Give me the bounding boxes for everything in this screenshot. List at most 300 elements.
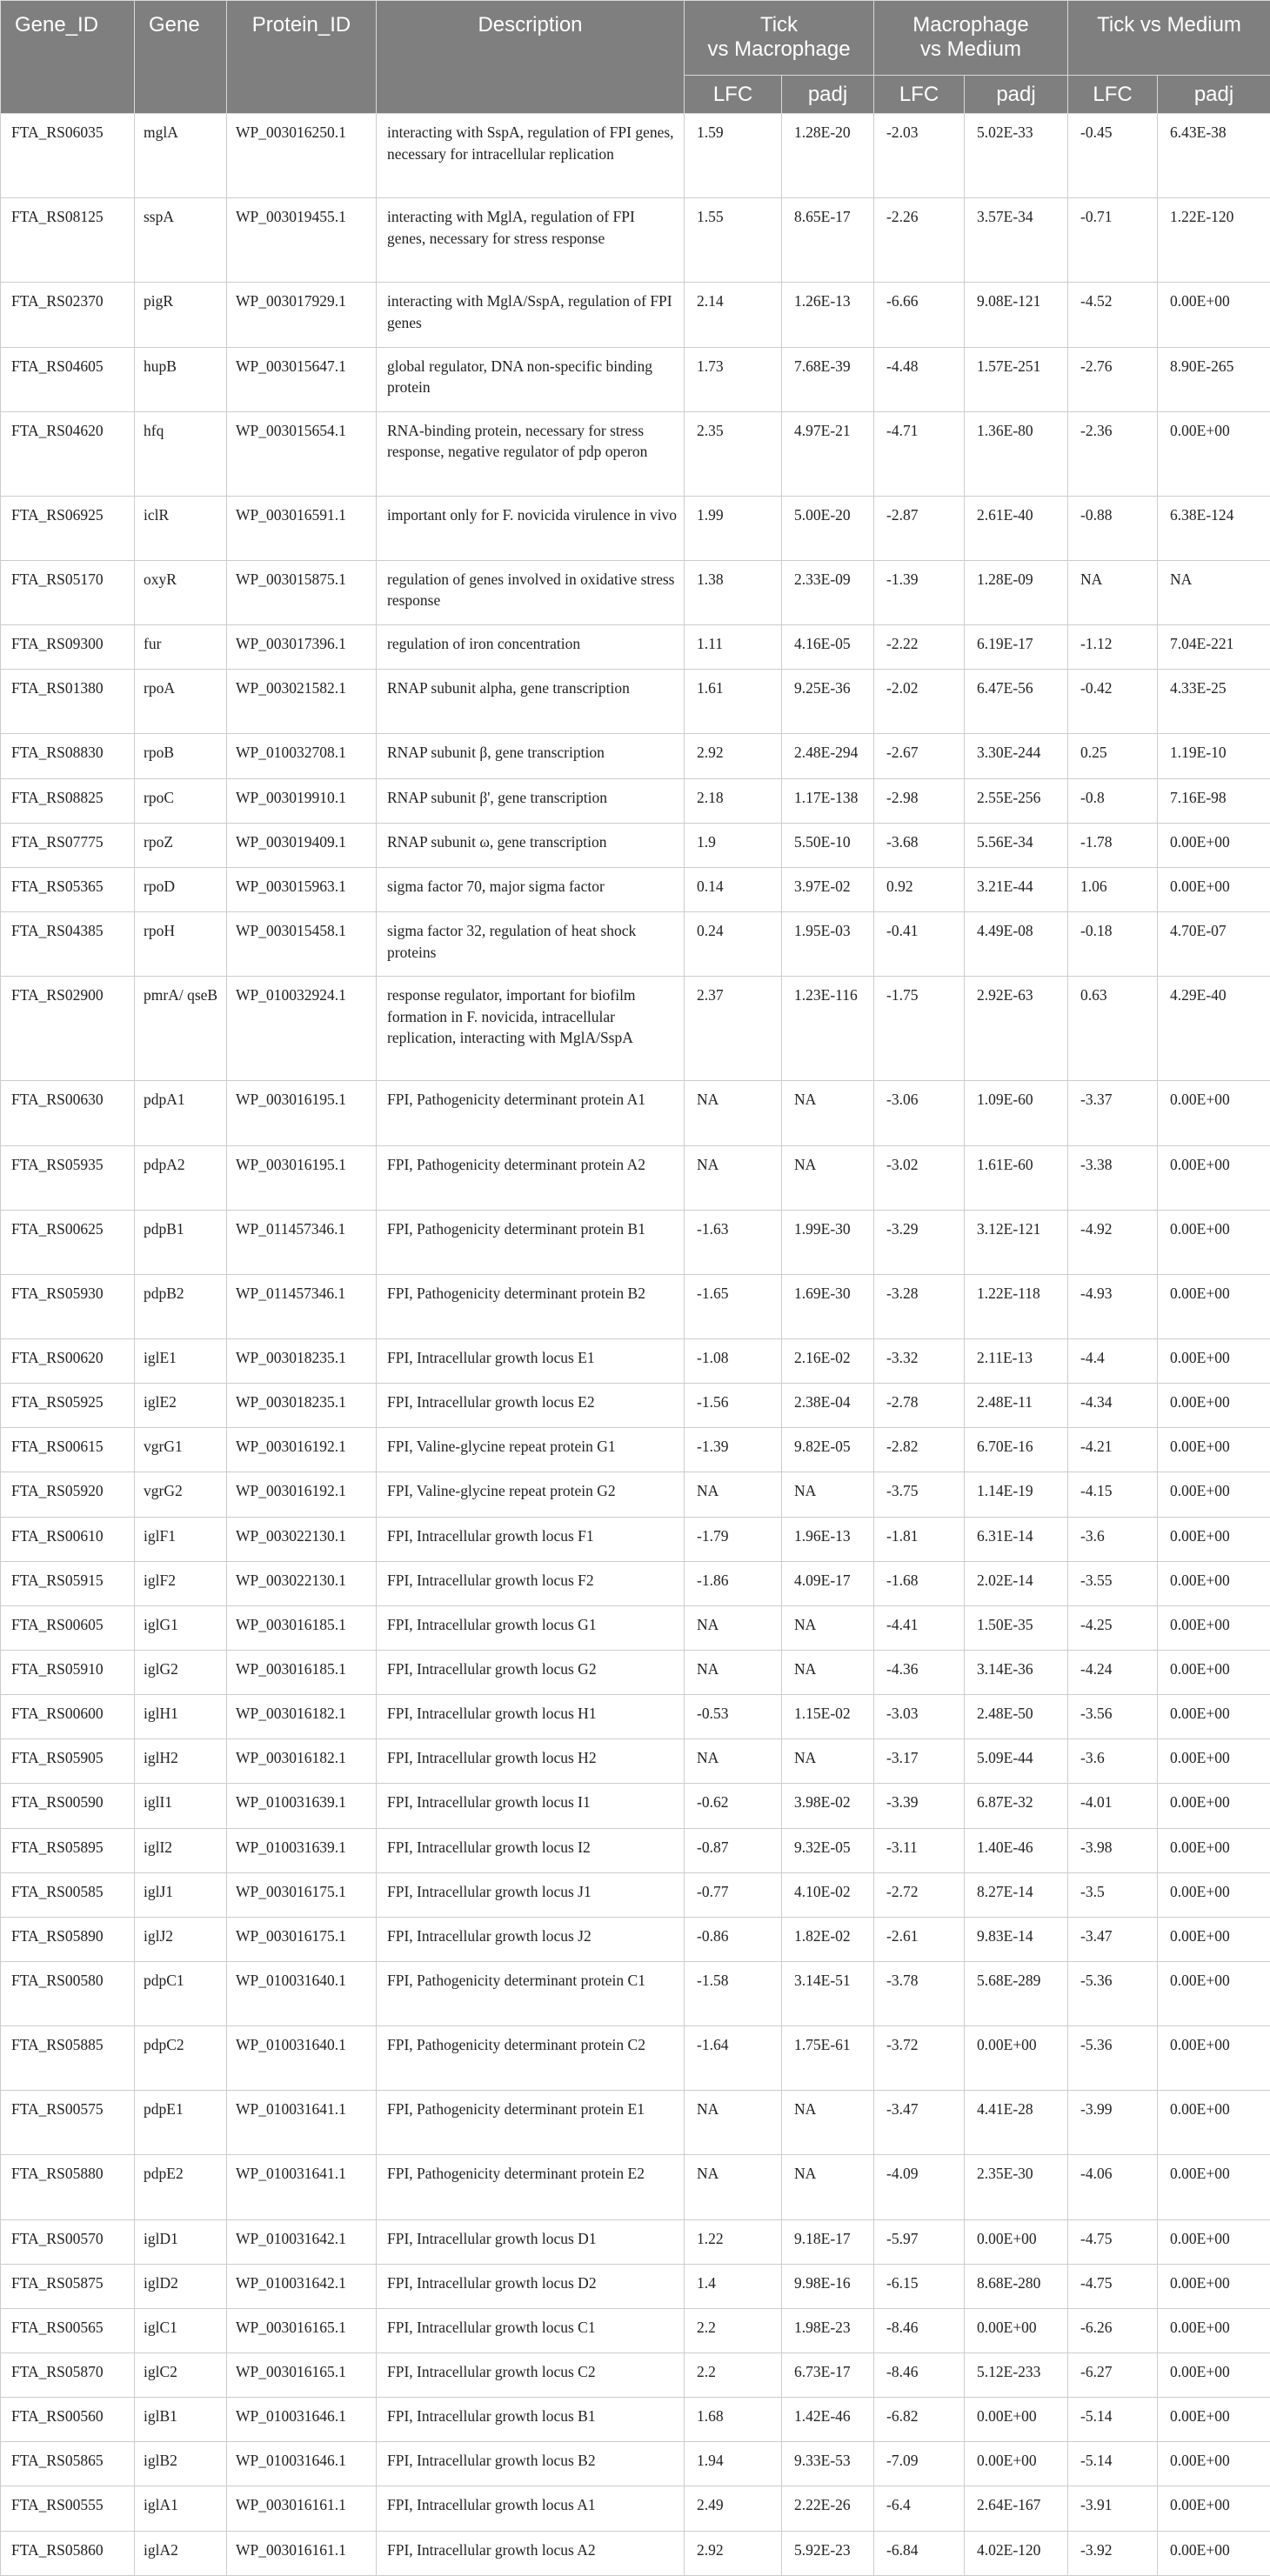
cell-gene-id: FTA_RS04620	[1, 411, 135, 496]
cell-protein-id: WP_003016591.1	[227, 496, 377, 560]
cell-tick-vs-medium-lfc: 0.25	[1068, 734, 1158, 778]
cell-description: FPI, Intracellular growth locus E2	[377, 1384, 685, 1428]
cell-protein-id: WP_003015647.1	[227, 347, 377, 411]
cell-description: FPI, Valine-glycine repeat protein G1	[377, 1428, 685, 1472]
cell-tick-vs-macrophage-lfc: -1.58	[685, 1961, 782, 2025]
cell-macrophage-vs-medium-lfc: -2.87	[874, 496, 965, 560]
cell-gene-id: FTA_RS00580	[1, 1961, 135, 2025]
cell-gene: iglE1	[135, 1338, 227, 1383]
cell-protein-id: WP_003016195.1	[227, 1145, 377, 1210]
cell-tick-vs-medium-lfc: -6.27	[1068, 2352, 1158, 2397]
cell-tick-vs-medium-padj: 0.00E+00	[1158, 1081, 1270, 1145]
cell-macrophage-vs-medium-padj: 0.00E+00	[965, 2308, 1068, 2352]
cell-tick-vs-macrophage-lfc: NA	[685, 1081, 782, 1145]
cell-tick-vs-medium-padj: NA	[1158, 560, 1270, 624]
cell-protein-id: WP_003016192.1	[227, 1428, 377, 1472]
cell-tick-vs-medium-lfc: -4.06	[1068, 2155, 1158, 2219]
cell-gene: pdpB2	[135, 1274, 227, 1338]
cell-macrophage-vs-medium-lfc: -3.39	[874, 1784, 965, 1828]
cell-tick-vs-macrophage-padj: 9.82E-05	[782, 1428, 874, 1472]
header-group-tick-vs-medium	[1068, 1, 1270, 76]
cell-macrophage-vs-medium-lfc: -6.82	[874, 2398, 965, 2442]
cell-tick-vs-macrophage-padj: 2.38E-04	[782, 1384, 874, 1428]
table-row	[1, 2308, 1270, 2352]
cell-tick-vs-medium-lfc: -2.76	[1068, 347, 1158, 411]
table-row	[1, 2264, 1270, 2308]
cell-tick-vs-medium-lfc: -4.52	[1068, 283, 1158, 347]
cell-macrophage-vs-medium-padj: 2.55E-256	[965, 778, 1068, 823]
cell-tick-vs-medium-lfc: -0.71	[1068, 198, 1158, 283]
cell-gene-id: FTA_RS05885	[1, 2026, 135, 2091]
cell-gene-id: FTA_RS00625	[1, 1210, 135, 1274]
cell-protein-id: WP_011457346.1	[227, 1210, 377, 1274]
cell-protein-id: WP_010032924.1	[227, 977, 377, 1081]
cell-macrophage-vs-medium-padj: 2.02E-14	[965, 1561, 1068, 1605]
cell-protein-id: WP_003021582.1	[227, 670, 377, 734]
cell-tick-vs-macrophage-lfc: 2.2	[685, 2352, 782, 2397]
cell-protein-id: WP_003016175.1	[227, 1917, 377, 1961]
cell-macrophage-vs-medium-lfc: -3.03	[874, 1695, 965, 1739]
cell-tick-vs-macrophage-padj: 5.00E-20	[782, 496, 874, 560]
cell-protein-id: WP_003016161.1	[227, 2486, 377, 2531]
cell-tick-vs-medium-lfc: 1.06	[1068, 867, 1158, 911]
cell-description: FPI, Intracellular growth locus I2	[377, 1828, 685, 1872]
table-row	[1, 1828, 1270, 1872]
cell-gene: rpoB	[135, 734, 227, 778]
cell-tick-vs-medium-padj: 0.00E+00	[1158, 1650, 1270, 1694]
cell-macrophage-vs-medium-padj: 3.12E-121	[965, 1210, 1068, 1274]
table-row	[1, 734, 1270, 778]
cell-gene: rpoD	[135, 867, 227, 911]
cell-gene: iglG2	[135, 1650, 227, 1694]
cell-macrophage-vs-medium-padj: 1.61E-60	[965, 1145, 1068, 1210]
table-row	[1, 1961, 1270, 2025]
cell-macrophage-vs-medium-lfc: -4.71	[874, 411, 965, 496]
cell-protein-id: WP_011457346.1	[227, 1274, 377, 1338]
cell-protein-id: WP_010031641.1	[227, 2155, 377, 2219]
cell-tick-vs-medium-padj: 0.00E+00	[1158, 1872, 1270, 1917]
table-row	[1, 1695, 1270, 1739]
cell-gene-id: FTA_RS08830	[1, 734, 135, 778]
cell-tick-vs-medium-padj: 4.33E-25	[1158, 670, 1270, 734]
cell-description: FPI, Intracellular growth locus G1	[377, 1605, 685, 1650]
table-row	[1, 198, 1270, 283]
header-group-line1: Macrophage	[912, 13, 1028, 37]
cell-gene-id: FTA_RS05930	[1, 1274, 135, 1338]
table-row	[1, 1561, 1270, 1605]
table-row	[1, 977, 1270, 1081]
cell-macrophage-vs-medium-lfc: -3.11	[874, 1828, 965, 1872]
cell-tick-vs-medium-lfc: -3.99	[1068, 2091, 1158, 2155]
table-row	[1, 625, 1270, 670]
cell-tick-vs-medium-lfc: 0.63	[1068, 977, 1158, 1081]
cell-tick-vs-macrophage-lfc: -1.08	[685, 1338, 782, 1383]
cell-macrophage-vs-medium-lfc: -3.68	[874, 823, 965, 867]
cell-protein-id: WP_003016185.1	[227, 1605, 377, 1650]
cell-macrophage-vs-medium-lfc: -8.46	[874, 2352, 965, 2397]
cell-tick-vs-medium-lfc: -3.55	[1068, 1561, 1158, 1605]
cell-tick-vs-medium-lfc: -5.36	[1068, 2026, 1158, 2091]
cell-protein-id: WP_003016165.1	[227, 2352, 377, 2397]
cell-gene: vgrG2	[135, 1472, 227, 1517]
table-row	[1, 1384, 1270, 1428]
cell-tick-vs-macrophage-lfc: 2.92	[685, 734, 782, 778]
cell-gene: pdpC1	[135, 1961, 227, 2025]
cell-gene-id: FTA_RS05910	[1, 1650, 135, 1694]
cell-tick-vs-medium-padj: 7.04E-221	[1158, 625, 1270, 670]
cell-description: FPI, Intracellular growth locus I1	[377, 1784, 685, 1828]
cell-macrophage-vs-medium-padj: 6.87E-32	[965, 1784, 1068, 1828]
cell-protein-id: WP_003016185.1	[227, 1650, 377, 1694]
table-row	[1, 1605, 1270, 1650]
cell-description: FPI, Intracellular growth locus H1	[377, 1695, 685, 1739]
cell-tick-vs-macrophage-lfc: 1.94	[685, 2442, 782, 2486]
cell-tick-vs-medium-lfc: -5.14	[1068, 2398, 1158, 2442]
cell-protein-id: WP_010031639.1	[227, 1828, 377, 1872]
cell-description: FPI, Intracellular growth locus A2	[377, 2531, 685, 2575]
cell-tick-vs-macrophage-padj: 7.68E-39	[782, 347, 874, 411]
cell-gene-id: FTA_RS00560	[1, 2398, 135, 2442]
cell-tick-vs-macrophage-lfc: -1.64	[685, 2026, 782, 2091]
cell-macrophage-vs-medium-lfc: -3.72	[874, 2026, 965, 2091]
cell-gene-id: FTA_RS05935	[1, 1145, 135, 1210]
cell-protein-id: WP_003015963.1	[227, 867, 377, 911]
cell-tick-vs-medium-lfc: -5.14	[1068, 2442, 1158, 2486]
table-row	[1, 2219, 1270, 2264]
table-row	[1, 867, 1270, 911]
cell-macrophage-vs-medium-lfc: -3.06	[874, 1081, 965, 1145]
cell-gene: rpoC	[135, 778, 227, 823]
cell-tick-vs-medium-lfc: -4.34	[1068, 1384, 1158, 1428]
cell-description: RNAP subunit β', gene transcription	[377, 778, 685, 823]
cell-tick-vs-macrophage-lfc: 1.61	[685, 670, 782, 734]
cell-gene-id: FTA_RS05925	[1, 1384, 135, 1428]
cell-gene-id: FTA_RS08825	[1, 778, 135, 823]
cell-macrophage-vs-medium-lfc: -2.02	[874, 670, 965, 734]
cell-macrophage-vs-medium-lfc: -3.47	[874, 2091, 965, 2155]
table-row	[1, 560, 1270, 624]
cell-macrophage-vs-medium-lfc: -3.75	[874, 1472, 965, 1517]
cell-gene-id: FTA_RS00615	[1, 1428, 135, 1472]
cell-gene: iglF1	[135, 1517, 227, 1561]
table-row	[1, 2091, 1270, 2155]
cell-protein-id: WP_010031642.1	[227, 2219, 377, 2264]
cell-gene: pigR	[135, 283, 227, 347]
cell-tick-vs-medium-padj: 4.70E-07	[1158, 912, 1270, 977]
cell-gene-id: FTA_RS00590	[1, 1784, 135, 1828]
cell-description: regulation of genes involved in oxidative stress response	[377, 560, 685, 624]
cell-gene-id: FTA_RS00555	[1, 2486, 135, 2531]
cell-tick-vs-medium-padj: 0.00E+00	[1158, 2091, 1270, 2155]
cell-macrophage-vs-medium-padj: 0.00E+00	[965, 2442, 1068, 2486]
table-body	[1, 114, 1270, 2576]
header-group-tick-vs-macrophage	[685, 1, 874, 76]
cell-tick-vs-medium-lfc: -4.75	[1068, 2264, 1158, 2308]
cell-gene-id: FTA_RS05870	[1, 2352, 135, 2397]
cell-macrophage-vs-medium-padj: 2.92E-63	[965, 977, 1068, 1081]
cell-macrophage-vs-medium-lfc: -4.09	[874, 2155, 965, 2219]
cell-protein-id: WP_010031640.1	[227, 2026, 377, 2091]
cell-description: interacting with MglA, regulation of FPI genes, necessary for stress response	[377, 198, 685, 283]
cell-macrophage-vs-medium-padj: 5.09E-44	[965, 1739, 1068, 1784]
cell-tick-vs-medium-padj: 0.00E+00	[1158, 1917, 1270, 1961]
cell-macrophage-vs-medium-padj: 5.12E-233	[965, 2352, 1068, 2397]
cell-protein-id: WP_003019409.1	[227, 823, 377, 867]
cell-tick-vs-macrophage-lfc: NA	[685, 1650, 782, 1694]
cell-tick-vs-macrophage-lfc: NA	[685, 1145, 782, 1210]
cell-protein-id: WP_010031639.1	[227, 1784, 377, 1828]
cell-tick-vs-medium-padj: 0.00E+00	[1158, 1210, 1270, 1274]
cell-description: interacting with SspA, regulation of FPI genes, necessary for intracellular replication	[377, 114, 685, 198]
header-group-macrophage-vs-medium	[874, 1, 1068, 76]
cell-description: FPI, Pathogenicity determinant protein B1	[377, 1210, 685, 1274]
cell-description: FPI, Valine-glycine repeat protein G2	[377, 1472, 685, 1517]
header-group-line1: Tick vs Medium	[1097, 13, 1241, 37]
cell-tick-vs-medium-padj: 0.00E+00	[1158, 2219, 1270, 2264]
header-lfc: LFC	[685, 76, 782, 114]
cell-description: FPI, Intracellular growth locus J1	[377, 1872, 685, 1917]
cell-gene-id: FTA_RS00585	[1, 1872, 135, 1917]
cell-description: FPI, Intracellular growth locus H2	[377, 1739, 685, 1784]
cell-tick-vs-macrophage-lfc: 1.22	[685, 2219, 782, 2264]
table-row	[1, 496, 1270, 560]
table-row	[1, 2026, 1270, 2091]
cell-gene-id: FTA_RS09300	[1, 625, 135, 670]
table-row	[1, 411, 1270, 496]
cell-macrophage-vs-medium-lfc: -2.82	[874, 1428, 965, 1472]
cell-description: FPI, Intracellular growth locus B1	[377, 2398, 685, 2442]
cell-protein-id: WP_003022130.1	[227, 1561, 377, 1605]
table-row	[1, 1784, 1270, 1828]
cell-tick-vs-medium-padj: 8.90E-265	[1158, 347, 1270, 411]
table-row	[1, 1472, 1270, 1517]
cell-gene-id: FTA_RS00570	[1, 2219, 135, 2264]
cell-tick-vs-macrophage-lfc: 2.49	[685, 2486, 782, 2531]
cell-tick-vs-macrophage-padj: 1.69E-30	[782, 1274, 874, 1338]
cell-tick-vs-macrophage-padj: 1.82E-02	[782, 1917, 874, 1961]
cell-tick-vs-macrophage-lfc: 2.37	[685, 977, 782, 1081]
header-lfc: LFC	[874, 76, 965, 114]
cell-tick-vs-macrophage-padj: 1.75E-61	[782, 2026, 874, 2091]
cell-gene-id: FTA_RS05170	[1, 560, 135, 624]
cell-gene: iglH1	[135, 1695, 227, 1739]
table-row	[1, 1917, 1270, 1961]
cell-gene-id: FTA_RS05905	[1, 1739, 135, 1784]
cell-tick-vs-medium-padj: 0.00E+00	[1158, 1472, 1270, 1517]
cell-tick-vs-macrophage-padj: 2.16E-02	[782, 1338, 874, 1383]
cell-gene-id: FTA_RS05860	[1, 2531, 135, 2575]
cell-macrophage-vs-medium-lfc: -8.46	[874, 2308, 965, 2352]
table-row	[1, 1145, 1270, 1210]
cell-tick-vs-medium-lfc: -6.26	[1068, 2308, 1158, 2352]
table-row	[1, 823, 1270, 867]
cell-tick-vs-macrophage-padj: NA	[782, 1739, 874, 1784]
table-header	[1, 1, 1270, 114]
cell-tick-vs-medium-lfc: -4.24	[1068, 1650, 1158, 1694]
cell-description: RNA-binding protein, necessary for stress response, negative regulator of pdp operon	[377, 411, 685, 496]
cell-gene: iglC2	[135, 2352, 227, 2397]
cell-tick-vs-macrophage-padj: 6.73E-17	[782, 2352, 874, 2397]
cell-gene-id: FTA_RS06035	[1, 114, 135, 198]
cell-tick-vs-macrophage-padj: 4.09E-17	[782, 1561, 874, 1605]
cell-macrophage-vs-medium-lfc: -6.15	[874, 2264, 965, 2308]
cell-tick-vs-macrophage-padj: 2.22E-26	[782, 2486, 874, 2531]
cell-description: response regulator, important for biofilm formation in F. novicida, intracellular replication, interacting with MglA/SspA	[377, 977, 685, 1081]
cell-tick-vs-medium-lfc: -4.92	[1068, 1210, 1158, 1274]
cell-gene-id: FTA_RS05890	[1, 1917, 135, 1961]
cell-macrophage-vs-medium-padj: 2.11E-13	[965, 1338, 1068, 1383]
cell-tick-vs-medium-padj: 0.00E+00	[1158, 2486, 1270, 2531]
cell-macrophage-vs-medium-padj: 4.02E-120	[965, 2531, 1068, 2575]
cell-macrophage-vs-medium-lfc: -3.78	[874, 1961, 965, 2025]
cell-tick-vs-medium-lfc: -5.36	[1068, 1961, 1158, 2025]
cell-tick-vs-macrophage-padj: 9.25E-36	[782, 670, 874, 734]
cell-tick-vs-medium-lfc: -3.5	[1068, 1872, 1158, 1917]
cell-tick-vs-medium-lfc: -4.4	[1068, 1338, 1158, 1383]
cell-protein-id: WP_003018235.1	[227, 1384, 377, 1428]
cell-macrophage-vs-medium-padj: 6.31E-14	[965, 1517, 1068, 1561]
cell-tick-vs-macrophage-lfc: 1.38	[685, 560, 782, 624]
table-row	[1, 2352, 1270, 2397]
cell-tick-vs-medium-lfc: -0.45	[1068, 114, 1158, 198]
cell-macrophage-vs-medium-lfc: -2.26	[874, 198, 965, 283]
cell-tick-vs-macrophage-lfc: -0.87	[685, 1828, 782, 1872]
table-row	[1, 1338, 1270, 1383]
table-row	[1, 2155, 1270, 2219]
cell-tick-vs-medium-lfc: -4.25	[1068, 1605, 1158, 1650]
cell-macrophage-vs-medium-lfc: -7.09	[874, 2442, 965, 2486]
cell-macrophage-vs-medium-padj: 5.56E-34	[965, 823, 1068, 867]
cell-description: FPI, Intracellular growth locus E1	[377, 1338, 685, 1383]
cell-protein-id: WP_010031646.1	[227, 2398, 377, 2442]
cell-macrophage-vs-medium-padj: 2.64E-167	[965, 2486, 1068, 2531]
cell-macrophage-vs-medium-lfc: -6.84	[874, 2531, 965, 2575]
cell-gene-id: FTA_RS05365	[1, 867, 135, 911]
header-padj: padj	[1158, 76, 1270, 114]
cell-tick-vs-macrophage-padj: 5.50E-10	[782, 823, 874, 867]
cell-tick-vs-medium-padj: 0.00E+00	[1158, 2026, 1270, 2091]
cell-tick-vs-macrophage-lfc: 1.68	[685, 2398, 782, 2442]
cell-tick-vs-macrophage-lfc: -1.79	[685, 1517, 782, 1561]
cell-tick-vs-macrophage-padj: 1.28E-20	[782, 114, 874, 198]
header-gene: Gene	[135, 1, 227, 114]
cell-macrophage-vs-medium-lfc: -3.28	[874, 1274, 965, 1338]
cell-tick-vs-medium-lfc: NA	[1068, 560, 1158, 624]
cell-tick-vs-macrophage-padj: 1.95E-03	[782, 912, 874, 977]
cell-tick-vs-macrophage-lfc: 1.9	[685, 823, 782, 867]
cell-tick-vs-medium-lfc: -3.6	[1068, 1517, 1158, 1561]
cell-macrophage-vs-medium-padj: 1.40E-46	[965, 1828, 1068, 1872]
cell-tick-vs-medium-lfc: -3.56	[1068, 1695, 1158, 1739]
cell-macrophage-vs-medium-padj: 1.14E-19	[965, 1472, 1068, 1517]
table-row	[1, 347, 1270, 411]
cell-macrophage-vs-medium-padj: 9.83E-14	[965, 1917, 1068, 1961]
cell-tick-vs-medium-padj: 0.00E+00	[1158, 1739, 1270, 1784]
cell-description: RNAP subunit β, gene transcription	[377, 734, 685, 778]
cell-tick-vs-macrophage-lfc: 2.92	[685, 2531, 782, 2575]
cell-gene: iglA1	[135, 2486, 227, 2531]
cell-tick-vs-medium-lfc: -4.75	[1068, 2219, 1158, 2264]
cell-tick-vs-medium-padj: 0.00E+00	[1158, 1517, 1270, 1561]
cell-macrophage-vs-medium-padj: 6.47E-56	[965, 670, 1068, 734]
cell-gene-id: FTA_RS00630	[1, 1081, 135, 1145]
cell-gene: iglE2	[135, 1384, 227, 1428]
cell-tick-vs-macrophage-padj: NA	[782, 2155, 874, 2219]
cell-tick-vs-macrophage-padj: NA	[782, 1081, 874, 1145]
cell-tick-vs-macrophage-lfc: 2.14	[685, 283, 782, 347]
cell-description: FPI, Intracellular growth locus D2	[377, 2264, 685, 2308]
cell-macrophage-vs-medium-lfc: -2.72	[874, 1872, 965, 1917]
cell-gene-id: FTA_RS05880	[1, 2155, 135, 2219]
cell-gene: pdpE2	[135, 2155, 227, 2219]
cell-macrophage-vs-medium-padj: 1.50E-35	[965, 1605, 1068, 1650]
cell-tick-vs-medium-padj: 0.00E+00	[1158, 283, 1270, 347]
cell-macrophage-vs-medium-padj: 2.35E-30	[965, 2155, 1068, 2219]
cell-tick-vs-macrophage-lfc: 2.18	[685, 778, 782, 823]
cell-tick-vs-macrophage-padj: NA	[782, 1145, 874, 1210]
cell-gene: sspA	[135, 198, 227, 283]
cell-macrophage-vs-medium-padj: 4.41E-28	[965, 2091, 1068, 2155]
cell-description: RNAP subunit ω, gene transcription	[377, 823, 685, 867]
cell-tick-vs-medium-padj: 0.00E+00	[1158, 2398, 1270, 2442]
cell-tick-vs-macrophage-padj: 1.23E-116	[782, 977, 874, 1081]
cell-tick-vs-macrophage-padj: 2.48E-294	[782, 734, 874, 778]
cell-macrophage-vs-medium-padj: 1.57E-251	[965, 347, 1068, 411]
cell-macrophage-vs-medium-lfc: -1.75	[874, 977, 965, 1081]
cell-gene: iglD2	[135, 2264, 227, 2308]
cell-tick-vs-medium-padj: 6.38E-124	[1158, 496, 1270, 560]
table-row	[1, 1210, 1270, 1274]
cell-tick-vs-macrophage-padj: 3.98E-02	[782, 1784, 874, 1828]
cell-description: FPI, Intracellular growth locus F1	[377, 1517, 685, 1561]
table-row	[1, 114, 1270, 198]
cell-macrophage-vs-medium-padj: 0.00E+00	[965, 2219, 1068, 2264]
cell-tick-vs-medium-padj: 0.00E+00	[1158, 1961, 1270, 2025]
table-row	[1, 2398, 1270, 2442]
cell-tick-vs-medium-lfc: -0.88	[1068, 496, 1158, 560]
cell-macrophage-vs-medium-padj: 6.70E-16	[965, 1428, 1068, 1472]
cell-macrophage-vs-medium-padj: 9.08E-121	[965, 283, 1068, 347]
cell-gene: rpoH	[135, 912, 227, 977]
cell-tick-vs-macrophage-lfc: NA	[685, 2155, 782, 2219]
table-row	[1, 2531, 1270, 2575]
cell-tick-vs-medium-lfc: -3.38	[1068, 1145, 1158, 1210]
cell-gene-id: FTA_RS08125	[1, 198, 135, 283]
cell-tick-vs-medium-lfc: -2.36	[1068, 411, 1158, 496]
cell-protein-id: WP_010031642.1	[227, 2264, 377, 2308]
cell-gene: iglA2	[135, 2531, 227, 2575]
cell-tick-vs-macrophage-lfc: NA	[685, 2091, 782, 2155]
cell-gene: hupB	[135, 347, 227, 411]
header-group-line1: Tick	[760, 13, 798, 37]
cell-macrophage-vs-medium-lfc: -4.41	[874, 1605, 965, 1650]
cell-tick-vs-medium-padj: 0.00E+00	[1158, 1428, 1270, 1472]
table-row	[1, 1428, 1270, 1472]
cell-tick-vs-medium-lfc: -3.92	[1068, 2531, 1158, 2575]
cell-tick-vs-medium-padj: 0.00E+00	[1158, 1274, 1270, 1338]
cell-protein-id: WP_003019455.1	[227, 198, 377, 283]
cell-gene: iglI2	[135, 1828, 227, 1872]
cell-description: FPI, Intracellular growth locus A1	[377, 2486, 685, 2531]
cell-description: FPI, Intracellular growth locus G2	[377, 1650, 685, 1694]
cell-gene: rpoZ	[135, 823, 227, 867]
cell-gene-id: FTA_RS05915	[1, 1561, 135, 1605]
cell-tick-vs-macrophage-lfc: 2.35	[685, 411, 782, 496]
cell-tick-vs-macrophage-padj: 3.97E-02	[782, 867, 874, 911]
cell-protein-id: WP_003016175.1	[227, 1872, 377, 1917]
cell-tick-vs-macrophage-padj: 8.65E-17	[782, 198, 874, 283]
cell-protein-id: WP_003015458.1	[227, 912, 377, 977]
